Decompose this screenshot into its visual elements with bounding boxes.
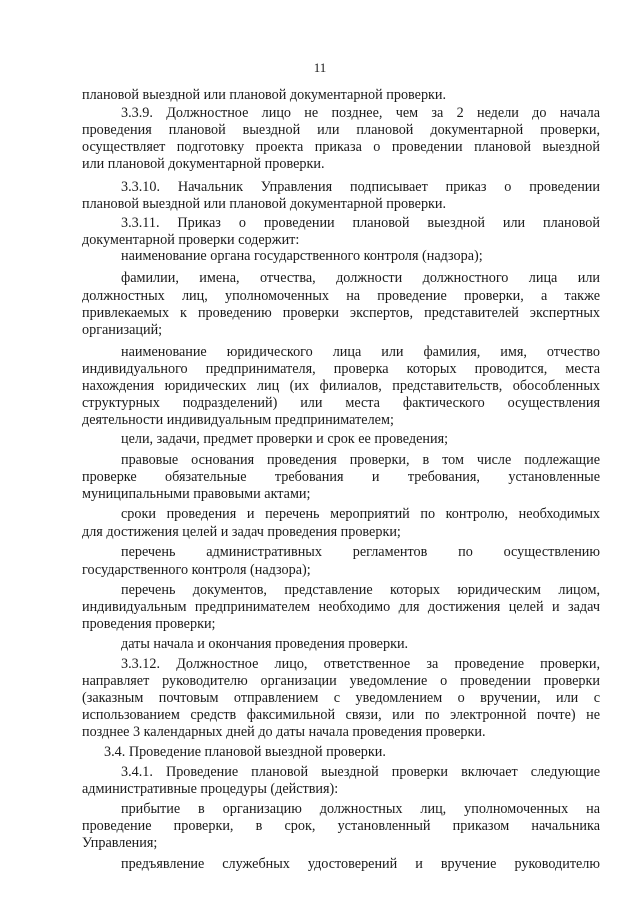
- text-line: для достижения целей и задач проведения проверки;: [82, 524, 401, 540]
- text-line: сроки проведения и перечень мероприятий по контролю, необходимых: [121, 506, 600, 522]
- text-line: осуществляет подготовку проекта приказа о проведении плановой выездной: [82, 139, 600, 155]
- text-line: цели, задачи, предмет проверки и срок ее проведения;: [121, 431, 449, 447]
- text-line: плановой выездной или плановой документарной проверки.: [82, 196, 447, 212]
- text-line: плановой выездной или плановой документарной проверки.: [82, 87, 447, 103]
- text-line: проведения плановой выездной или плановой документарной проверки,: [82, 122, 600, 138]
- text-line: направляет руководителю организации уведомление о проведении проверки: [82, 673, 600, 689]
- text-line: 3.3.9. Должностное лицо не позднее, чем за 2 недели до начала: [121, 105, 600, 121]
- text-line: привлекаемых к проведению проверки экспертов, представителей экспертных: [82, 305, 600, 321]
- text-line: фамилии, имена, отчества, должности должностного лица или: [121, 270, 600, 286]
- text-line: наименование органа государственного контроля (надзора);: [121, 248, 483, 264]
- text-line: административные процедуры (действия):: [82, 781, 339, 797]
- text-line: даты начала и окончания проведения проверки.: [121, 636, 409, 652]
- text-line: позднее 3 календарных дней до даты начала проведения проверки.: [82, 724, 486, 740]
- text-line: организаций;: [82, 322, 163, 338]
- text-line: или плановой документарной проверки.: [82, 156, 325, 172]
- text-line: проведения проверки;: [82, 616, 216, 632]
- text-line: использованием средств факсимильной связи, или по электронной почте) не: [82, 707, 600, 723]
- text-line: прибытие в организацию должностных лиц, уполномоченных на: [121, 801, 600, 817]
- text-line: 3.3.12. Должностное лицо, ответственное за проведение проверки,: [121, 656, 600, 672]
- text-line: перечень административных регламентов по осуществлению: [121, 544, 600, 560]
- text-line: деятельности индивидуальным предпринимателем;: [82, 412, 394, 428]
- text-line: правовые основания проведения проверки, в том числе подлежащие: [121, 452, 600, 468]
- text-line: (заказным почтовым отправлением с уведомлением о вручении, или с: [82, 690, 600, 706]
- text-line: предъявление служебных удостоверений и вручение руководителю: [121, 856, 600, 872]
- text-line: проведение проверки, в срок, установленный приказом начальника: [82, 818, 600, 834]
- text-line: перечень документов, представление которых юридическим лицом,: [121, 582, 600, 598]
- text-line: наименование юридического лица или фамилия, имя, отчество: [121, 344, 600, 360]
- text-line: проверке обязательные требования и требования, установленные: [82, 469, 600, 485]
- text-line: Управления;: [82, 835, 158, 851]
- text-line: 3.3.11. Приказ о проведении плановой выездной или плановой: [121, 215, 600, 231]
- text-line: 3.4. Проведение плановой выездной проверки.: [104, 744, 386, 760]
- text-line: индивидуального предпринимателя, проверка которых проводится, места: [82, 361, 600, 377]
- text-line: структурных подразделений) или места фактического осуществления: [82, 395, 600, 411]
- text-line: документарной проверки содержит:: [82, 232, 300, 248]
- text-line: муниципальными правовыми актами;: [82, 486, 311, 502]
- text-line: индивидуальным предпринимателем необходимо для достижения целей и задач: [82, 599, 600, 615]
- text-line: нахождения юридических лиц (их филиалов, представительств, обособленных: [82, 378, 600, 394]
- page-number: 11: [313, 60, 327, 75]
- text-line: должностных лиц, уполномоченных на проведение проверки, а также: [82, 288, 600, 304]
- text-line: государственного контроля (надзора);: [82, 562, 311, 578]
- text-line: 3.4.1. Проведение плановой выездной проверки включает следующие: [121, 764, 600, 780]
- text-line: 3.3.10. Начальник Управления подписывает приказ о проведении: [121, 179, 600, 195]
